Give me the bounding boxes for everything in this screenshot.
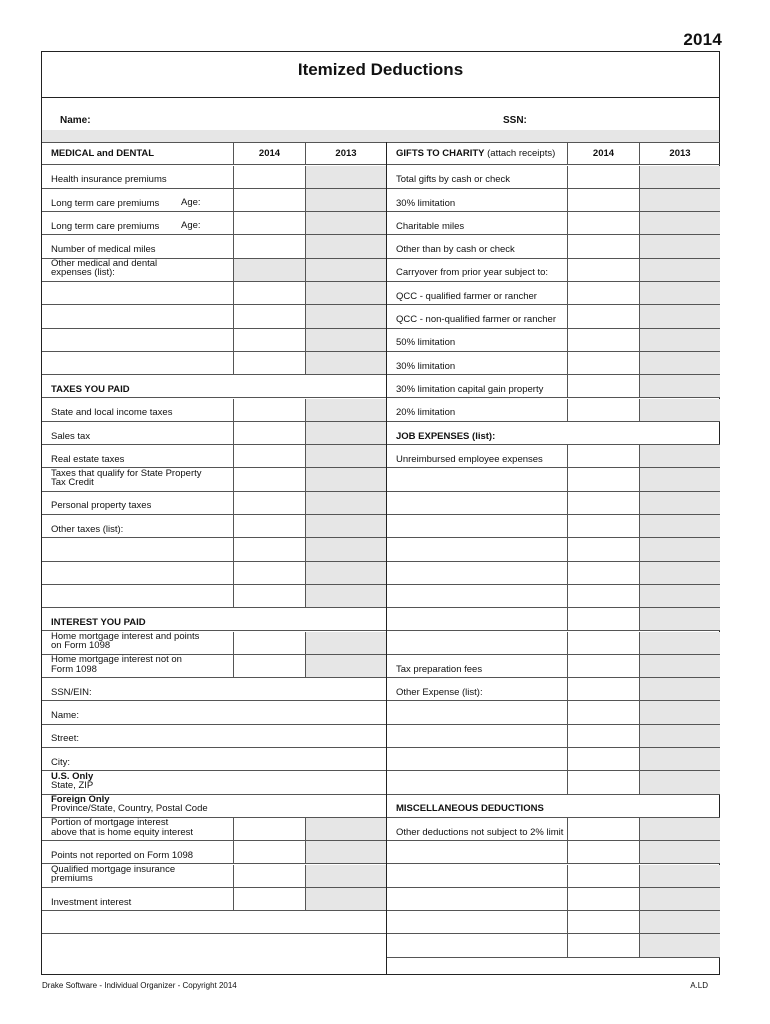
amount-2013-input[interactable] xyxy=(639,865,720,887)
amount-2014-input[interactable] xyxy=(567,934,639,956)
left-col-2013-header: 2013 xyxy=(305,143,386,164)
amount-2014-input[interactable] xyxy=(567,399,639,421)
right-row xyxy=(387,305,720,328)
right-row xyxy=(387,399,720,422)
row-label: Home mortgage interest not on Form 1098 xyxy=(51,654,182,675)
amount-2014-input[interactable] xyxy=(233,399,305,421)
right-row xyxy=(387,841,720,864)
amount-2014-input[interactable] xyxy=(233,166,305,188)
row-label: QCC - non-qualified farmer or rancher xyxy=(396,314,556,326)
left-row xyxy=(42,585,386,608)
amount-2014-input[interactable] xyxy=(567,329,639,351)
right-row xyxy=(387,818,720,841)
amount-2014-input[interactable] xyxy=(567,352,639,374)
right-row xyxy=(387,538,720,561)
row-label: Qualified mortgage insurance premiums xyxy=(51,863,176,885)
row-label xyxy=(51,795,208,814)
amount-2013-input[interactable] xyxy=(639,841,720,863)
row-label: Investment interest xyxy=(51,896,132,908)
row-label: Other taxes (list): xyxy=(51,523,124,535)
row-label: INTEREST YOU PAID xyxy=(51,616,146,628)
amount-2014-input[interactable] xyxy=(233,259,305,281)
row-label: SSN/EIN: xyxy=(51,686,92,698)
row-label: Health insurance premiums xyxy=(51,174,167,186)
amount-2013-input[interactable] xyxy=(305,282,386,304)
row-label: Charitable miles xyxy=(396,220,465,232)
footer-code: A.LD xyxy=(690,981,708,990)
row-label: Long term care premiums xyxy=(51,197,160,209)
right-row xyxy=(387,934,720,957)
amount-2014-input[interactable] xyxy=(233,841,305,863)
right-row xyxy=(387,865,720,888)
age-label: Age: xyxy=(181,197,201,209)
row-label-main: Foreign Only xyxy=(51,793,110,805)
amount-2013-input[interactable] xyxy=(639,515,720,537)
left-row xyxy=(42,865,386,888)
amount-2014-input[interactable] xyxy=(233,818,305,840)
amount-2013-input[interactable] xyxy=(305,259,386,281)
left-row xyxy=(42,678,386,701)
amount-2014-input[interactable] xyxy=(567,166,639,188)
amount-2013-input[interactable] xyxy=(639,934,720,956)
left-row xyxy=(42,911,386,934)
age-label: Age: xyxy=(181,220,201,232)
amount-2014-input[interactable] xyxy=(567,305,639,327)
left-row xyxy=(42,934,386,957)
row-label: Street: xyxy=(51,733,79,745)
right-row xyxy=(387,678,720,701)
amount-2013-input[interactable] xyxy=(639,655,720,677)
amount-2013-input[interactable] xyxy=(639,352,720,374)
amount-2013-input[interactable] xyxy=(305,865,386,887)
row-label: Name: xyxy=(51,710,79,722)
amount-2014-input[interactable] xyxy=(233,632,305,654)
amount-2013-input[interactable] xyxy=(305,445,386,467)
amount-2013-input[interactable] xyxy=(639,445,720,467)
row-label: Total gifts by cash or check xyxy=(396,174,511,186)
amount-2014-input[interactable] xyxy=(233,422,305,444)
amount-2013-input[interactable] xyxy=(639,538,720,560)
amount-2013-input[interactable] xyxy=(305,585,386,607)
amount-2013-input[interactable] xyxy=(639,492,720,514)
right-col-2013-header: 2013 xyxy=(639,143,720,164)
amount-2014-input[interactable] xyxy=(567,771,639,793)
row-label: 30% limitation xyxy=(396,197,456,209)
age-input[interactable] xyxy=(207,212,233,234)
amount-2013-input[interactable] xyxy=(305,189,386,211)
amount-2013-input[interactable] xyxy=(305,515,386,537)
left-row xyxy=(42,375,386,398)
amount-2014-input[interactable] xyxy=(233,189,305,211)
amount-2014-input[interactable] xyxy=(567,585,639,607)
form-year: 2014 xyxy=(683,30,722,49)
row-label: 20% limitation xyxy=(396,407,456,419)
amount-2013-input[interactable] xyxy=(639,375,720,397)
amount-2014-input[interactable] xyxy=(233,352,305,374)
left-row xyxy=(42,888,386,911)
right-row xyxy=(387,329,720,352)
row-label: Sales tax xyxy=(51,430,91,442)
right-row xyxy=(387,515,720,538)
ssn-label: SSN: xyxy=(503,115,527,126)
amount-2014-input[interactable] xyxy=(567,375,639,397)
amount-2014-input[interactable] xyxy=(233,562,305,584)
amount-2014-input[interactable] xyxy=(567,212,639,234)
amount-2014-input[interactable] xyxy=(567,818,639,840)
amount-2013-input[interactable] xyxy=(305,492,386,514)
amount-2014-input[interactable] xyxy=(567,515,639,537)
right-row xyxy=(387,492,720,515)
right-row xyxy=(387,189,720,212)
amount-2013-input[interactable] xyxy=(305,538,386,560)
left-row xyxy=(42,725,386,748)
medical-dental-header xyxy=(42,142,386,165)
footer-copyright: Drake Software - Individual Organizer - Copyright 2014 xyxy=(42,981,237,990)
right-row xyxy=(387,608,720,631)
amount-2013-input[interactable] xyxy=(305,166,386,188)
amount-2014-input[interactable] xyxy=(567,678,639,700)
row-label: Home mortgage interest and points on Form 1098 xyxy=(51,630,200,652)
left-row xyxy=(42,282,386,305)
row-label: Other than by cash or check xyxy=(396,244,515,256)
amount-2014-input[interactable] xyxy=(233,492,305,514)
amount-2014-input[interactable] xyxy=(233,655,305,677)
left-row xyxy=(42,818,386,841)
amount-2014-input[interactable] xyxy=(233,235,305,257)
amount-2013-input[interactable] xyxy=(639,235,720,257)
row-label xyxy=(51,772,93,791)
row-label-main: U.S. Only xyxy=(51,770,94,782)
row-label: Points not reported on Form 1098 xyxy=(51,849,194,861)
right-row xyxy=(387,655,720,678)
gifts-to-charity-label: GIFTS TO CHARITY (attach receipts) xyxy=(396,148,556,159)
right-row xyxy=(387,748,720,771)
amount-2013-input[interactable] xyxy=(305,305,386,327)
gifts-to-charity-header xyxy=(387,142,720,165)
left-row xyxy=(42,515,386,538)
right-row xyxy=(387,795,720,818)
amount-2013-input[interactable] xyxy=(305,235,386,257)
row-label: Tax preparation fees xyxy=(396,663,483,675)
amount-2014-input[interactable] xyxy=(233,468,305,490)
amount-2014-input[interactable] xyxy=(233,888,305,910)
amount-2014-input[interactable] xyxy=(567,865,639,887)
row-label: QCC - qualified farmer or rancher xyxy=(396,290,537,302)
amount-2013-input[interactable] xyxy=(305,841,386,863)
column-divider xyxy=(386,142,387,975)
page-title: Itemized Deductions xyxy=(297,60,464,79)
amount-2013-input[interactable] xyxy=(639,259,720,281)
left-row xyxy=(42,608,386,631)
name-label: Name: xyxy=(60,115,91,126)
row-label-main: JOB EXPENSES xyxy=(396,430,470,442)
medical-dental-label: MEDICAL and DENTAL xyxy=(51,148,155,159)
row-label: Carryover from prior year subject to: xyxy=(396,267,549,279)
left-row xyxy=(42,655,386,678)
amount-2014-input[interactable] xyxy=(567,655,639,677)
amount-2014-input[interactable] xyxy=(567,189,639,211)
left-row xyxy=(42,352,386,375)
amount-2013-input[interactable] xyxy=(639,166,720,188)
row-label: Number of medical miles xyxy=(51,244,156,256)
amount-2013-input[interactable] xyxy=(639,771,720,793)
amount-2014-input[interactable] xyxy=(233,515,305,537)
amount-2013-input[interactable] xyxy=(305,818,386,840)
amount-2014-input[interactable] xyxy=(567,748,639,770)
right-row xyxy=(387,235,720,258)
left-row xyxy=(42,748,386,771)
amount-2014-input[interactable] xyxy=(233,865,305,887)
amount-2013-input[interactable] xyxy=(639,329,720,351)
left-row xyxy=(42,166,386,189)
left-row xyxy=(42,445,386,468)
left-row xyxy=(42,771,386,794)
amount-2014-input[interactable] xyxy=(233,538,305,560)
right-row xyxy=(387,701,720,724)
row-label: Other medical and dental expenses (list): xyxy=(51,257,158,279)
row-label-sub: State, ZIP xyxy=(51,780,94,792)
right-row xyxy=(387,632,720,655)
row-label: 30% limitation capital gain property xyxy=(396,383,544,395)
right-row xyxy=(387,282,720,305)
row-label: Other deductions not subject to 2% limit xyxy=(396,826,564,838)
amount-2013-input[interactable] xyxy=(639,305,720,327)
amount-2013-input[interactable] xyxy=(305,212,386,234)
right-row xyxy=(387,562,720,585)
row-label: Portion of mortgage interest above that is home equity interest xyxy=(51,817,194,838)
row-label-sub: Province/State, Country, Postal Code xyxy=(51,803,208,815)
right-row xyxy=(387,585,720,608)
amount-2014-input[interactable] xyxy=(233,305,305,327)
row-label: TAXES YOU PAID xyxy=(51,383,130,395)
amount-2013-input[interactable] xyxy=(305,422,386,444)
left-row xyxy=(42,795,386,818)
amount-2014-input[interactable] xyxy=(567,701,639,723)
amount-2013-input[interactable] xyxy=(639,632,720,654)
amount-2014-input[interactable] xyxy=(567,888,639,910)
left-row xyxy=(42,305,386,328)
amount-2013-input[interactable] xyxy=(639,818,720,840)
left-row xyxy=(42,492,386,515)
right-row xyxy=(387,445,720,468)
amount-2014-input[interactable] xyxy=(567,538,639,560)
amount-2014-input[interactable] xyxy=(567,841,639,863)
row-label: 50% limitation xyxy=(396,337,456,349)
amount-2014-input[interactable] xyxy=(567,259,639,281)
left-row xyxy=(42,329,386,352)
row-label: Long term care premiums xyxy=(51,220,160,232)
left-col-2014-header: 2014 xyxy=(233,143,305,164)
right-row xyxy=(387,468,720,491)
left-row xyxy=(42,468,386,491)
age-input[interactable] xyxy=(207,189,233,211)
right-row xyxy=(387,422,720,445)
amount-2013-input[interactable] xyxy=(305,468,386,490)
amount-2014-input[interactable] xyxy=(567,235,639,257)
right-row xyxy=(387,771,720,794)
row-label: Other Expense (list): xyxy=(396,686,483,698)
amount-2013-input[interactable] xyxy=(639,748,720,770)
amount-2013-input[interactable] xyxy=(639,725,720,747)
amount-2014-input[interactable] xyxy=(567,632,639,654)
left-row xyxy=(42,841,386,864)
title-divider xyxy=(41,97,720,98)
amount-2013-input[interactable] xyxy=(305,632,386,654)
row-label: Taxes that qualify for State Property Tax Credit xyxy=(51,467,202,489)
amount-2013-input[interactable] xyxy=(639,399,720,421)
amount-2013-input[interactable] xyxy=(639,678,720,700)
amount-2013-input[interactable] xyxy=(639,212,720,234)
right-col-2014-header: 2014 xyxy=(567,143,639,164)
amount-2014-input[interactable] xyxy=(233,585,305,607)
row-label xyxy=(396,432,495,442)
amount-2013-input[interactable] xyxy=(639,608,720,630)
right-row xyxy=(387,725,720,748)
amount-2013-input[interactable] xyxy=(305,562,386,584)
amount-2013-input[interactable] xyxy=(305,888,386,910)
amount-2013-input[interactable] xyxy=(639,468,720,490)
right-row xyxy=(387,375,720,398)
row-label-note: (list): xyxy=(472,430,496,442)
amount-2014-input[interactable] xyxy=(233,329,305,351)
left-row xyxy=(42,538,386,561)
amount-2014-input[interactable] xyxy=(233,282,305,304)
amount-2014-input[interactable] xyxy=(567,492,639,514)
right-row xyxy=(387,259,720,282)
name-ssn-band[interactable] xyxy=(42,130,719,142)
row-label: MISCELLANEOUS DEDUCTIONS xyxy=(396,803,544,815)
amount-2014-input[interactable] xyxy=(567,468,639,490)
amount-2014-input[interactable] xyxy=(567,725,639,747)
left-row xyxy=(42,399,386,422)
amount-2013-input[interactable] xyxy=(639,189,720,211)
right-row xyxy=(387,166,720,189)
row-label: Unreimbursed employee expenses xyxy=(396,453,543,465)
amount-2014-input[interactable] xyxy=(233,212,305,234)
row-label: Real estate taxes xyxy=(51,453,125,465)
right-row xyxy=(387,212,720,235)
amount-2014-input[interactable] xyxy=(567,608,639,630)
amount-2013-input[interactable] xyxy=(639,911,720,933)
amount-2013-input[interactable] xyxy=(305,399,386,421)
left-row xyxy=(42,259,386,282)
amount-2013-input[interactable] xyxy=(305,352,386,374)
row-label: City: xyxy=(51,756,70,768)
amount-2014-input[interactable] xyxy=(567,911,639,933)
amount-2013-input[interactable] xyxy=(305,655,386,677)
left-row xyxy=(42,562,386,585)
amount-2013-input[interactable] xyxy=(639,888,720,910)
row-label: Personal property taxes xyxy=(51,500,152,512)
left-row xyxy=(42,632,386,655)
amount-2014-input[interactable] xyxy=(567,562,639,584)
amount-2013-input[interactable] xyxy=(639,282,720,304)
row-label: 30% limitation xyxy=(396,360,456,372)
left-row xyxy=(42,189,386,212)
right-row xyxy=(387,911,720,934)
amount-2014-input[interactable] xyxy=(567,282,639,304)
amount-2013-input[interactable] xyxy=(305,329,386,351)
amount-2013-input[interactable] xyxy=(639,585,720,607)
left-row xyxy=(42,235,386,258)
right-row xyxy=(387,888,720,911)
left-row xyxy=(42,422,386,445)
amount-2014-input[interactable] xyxy=(567,445,639,467)
left-row xyxy=(42,701,386,724)
row-label: State and local income taxes xyxy=(51,407,173,419)
right-row xyxy=(387,352,720,375)
amount-2013-input[interactable] xyxy=(639,701,720,723)
amount-2014-input[interactable] xyxy=(233,445,305,467)
left-row xyxy=(42,212,386,235)
amount-2013-input[interactable] xyxy=(639,562,720,584)
